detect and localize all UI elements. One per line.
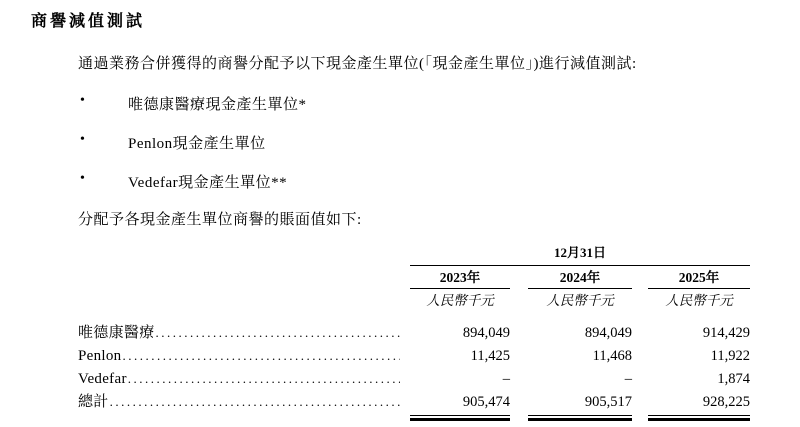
double-rule <box>528 415 632 421</box>
double-rule <box>648 415 750 421</box>
page-title: 商譽減值測試 <box>31 13 146 30</box>
row-label-cell <box>78 390 410 414</box>
cell-value: 905,474 <box>462 394 510 410</box>
table-row-penlon <box>78 344 750 367</box>
leader-dots <box>127 367 400 390</box>
column-header-2023: 2023年 <box>410 270 510 289</box>
row-label-cell <box>78 321 410 345</box>
cell-value: 1,874 <box>717 371 750 387</box>
cell-value: 914,429 <box>702 325 750 341</box>
column-header-2024: 2024年 <box>528 270 632 289</box>
cell-value: 905,517 <box>584 394 632 410</box>
table-row-total <box>78 390 750 413</box>
column-header-2025: 2025年 <box>648 270 750 289</box>
goodwill-table <box>78 245 750 421</box>
cell-value: – <box>624 371 632 387</box>
table-row-weidekang <box>78 321 750 344</box>
row-label-cell <box>78 344 410 368</box>
intro-paragraph: 通過業務合併獲得的商譽分配予以下現金產生單位(「現金產生單位」)進行減值測試: <box>78 56 637 72</box>
table-date-header: 12月31日 <box>410 245 750 266</box>
table-intro-paragraph: 分配予各現金產生單位商譽的賬面值如下: <box>78 212 362 228</box>
cell-value: – <box>502 371 510 387</box>
table-year-header-row <box>78 270 750 289</box>
unit-label: 人民幣千元 <box>426 293 494 308</box>
row-label-cell <box>78 367 410 391</box>
table-unit-row <box>78 293 750 309</box>
bullet-marker-icon: • <box>80 132 86 147</box>
bullet-text: 唯德康醫療現金產生單位* <box>128 97 307 113</box>
total-rule-row <box>78 415 750 421</box>
table-row-vedefar <box>78 367 750 390</box>
bullet-marker-icon: • <box>80 171 86 186</box>
bullet-item-penlon <box>80 132 680 153</box>
unit-label: 人民幣千元 <box>546 293 614 308</box>
bullet-text: Vedefar現金產生單位** <box>128 175 288 191</box>
cell-value: 11,922 <box>710 348 750 364</box>
row-label: 唯德康醫療 <box>78 325 155 341</box>
table-date-header-row <box>78 245 750 266</box>
cell-value: 11,425 <box>470 348 510 364</box>
leader-dots <box>121 344 400 367</box>
double-rule <box>410 415 510 421</box>
cell-value: 928,225 <box>702 394 750 410</box>
unit-label: 人民幣千元 <box>665 293 733 308</box>
bullet-text: Penlon現金產生單位 <box>128 136 266 152</box>
bullet-marker-icon: • <box>80 93 86 108</box>
row-label: Vedefar <box>78 371 127 387</box>
cell-value: 894,049 <box>584 325 632 341</box>
bullet-item-weidekang <box>80 93 680 114</box>
bullet-item-vedefar <box>80 171 680 192</box>
row-label: 總計 <box>78 394 109 410</box>
cell-value: 894,049 <box>462 325 510 341</box>
cell-value: 11,468 <box>592 348 632 364</box>
row-label: Penlon <box>78 348 122 364</box>
leader-dots <box>155 321 400 344</box>
leader-dots <box>109 390 400 413</box>
